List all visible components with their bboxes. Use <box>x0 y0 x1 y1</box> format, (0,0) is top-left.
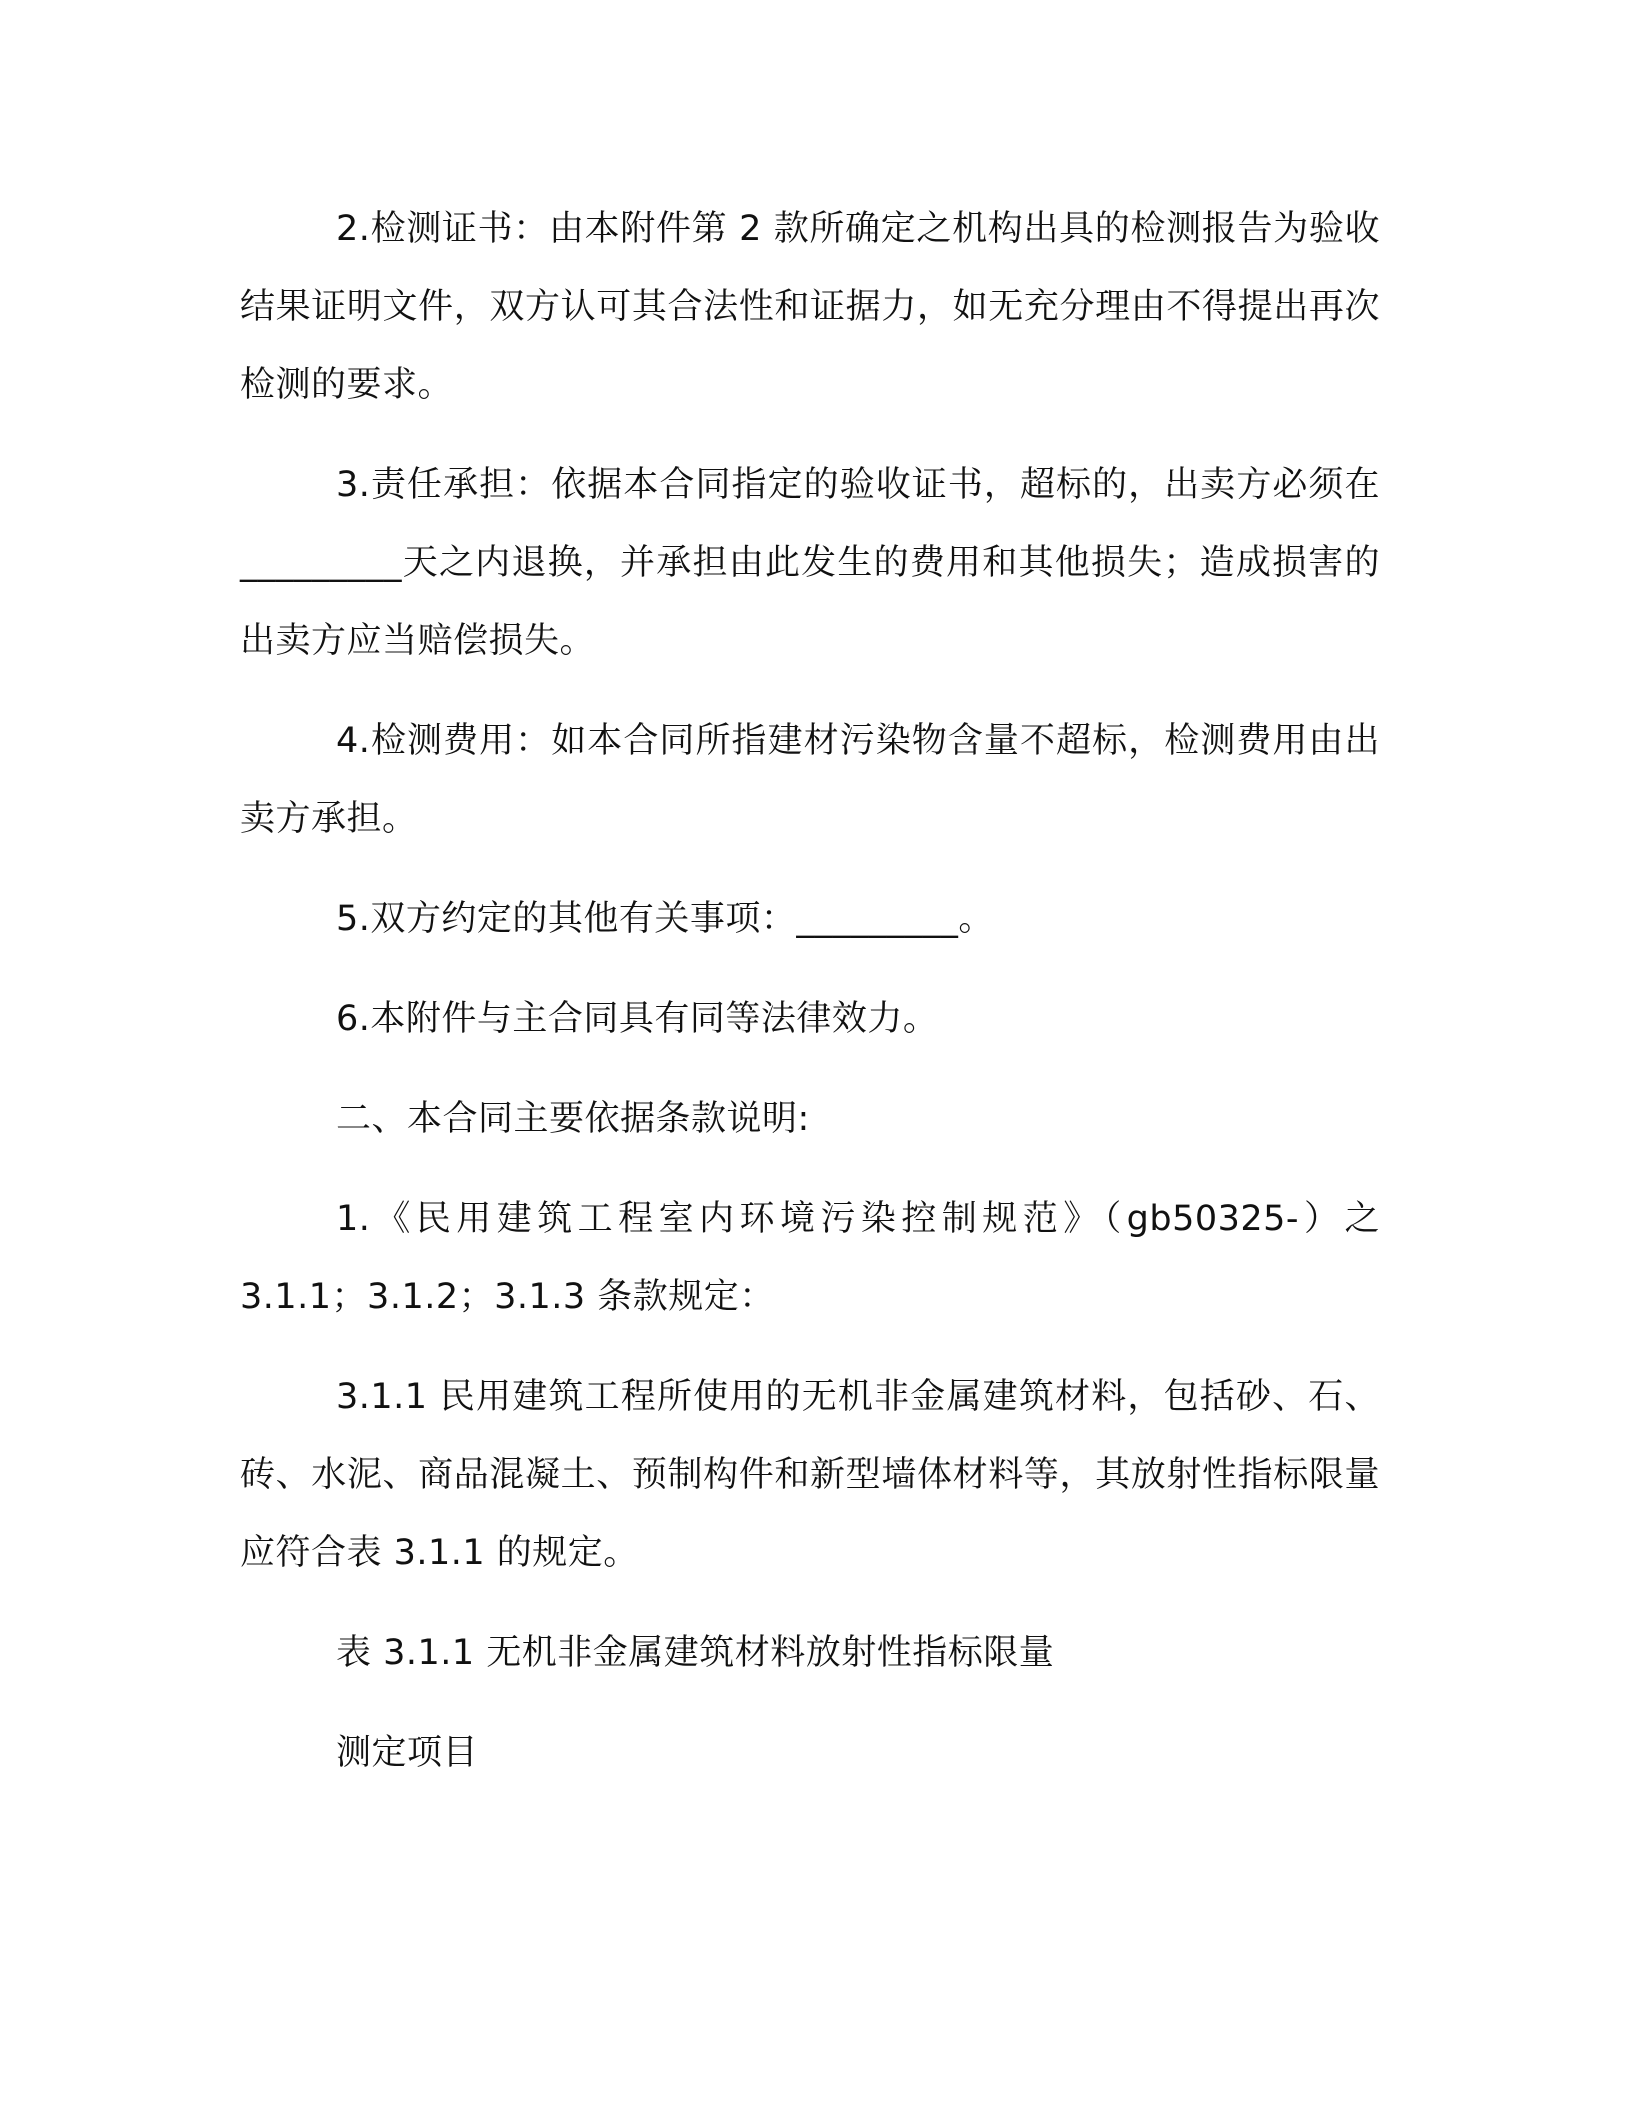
paragraph-clause-3-1-1: 3.1.1 民用建筑工程所使用的无机非金属建筑材料，包括砂、石、砖、水泥、商品混凝土、预制构件和新型墙体材料等，其放射性指标限量应符合表 3.1.1 的规定。 <box>240 1377 1380 1573</box>
paragraph-other-matters: 5.双方约定的其他有关事项：_________。 <box>336 899 994 939</box>
table-caption: 表 3.1.1 无机非金属建筑材料放射性指标限量 <box>336 1633 1055 1673</box>
paragraph-legal-effect: 6.本附件与主合同具有同等法律效力。 <box>336 999 939 1039</box>
section-heading-basis: 二、本合同主要依据条款说明: <box>336 1099 810 1139</box>
paragraph-liability: 3.责任承担：依据本合同指定的验收证书，超标的，出卖方必须在_________天之内退换，并承担由此发生的费用和其他损失；造成损害的出卖方应当赔偿损失。 <box>240 465 1380 661</box>
document-body <box>240 190 1380 1814</box>
paragraph-code-reference: 1.《民用建筑工程室内环境污染控制规范》（gb50325-）之 3.1.1；3.1.2；3.1.3 条款规定： <box>240 1199 1380 1317</box>
paragraph-inspection-fee: 4.检测费用：如本合同所指建材污染物含量不超标，检测费用由出卖方承担。 <box>240 721 1380 839</box>
paragraph-inspection-certificate: 2.检测证书：由本附件第 2 款所确定之机构出具的检测报告为验收结果证明文件，双方认可其合法性和证据力，如无充分理由不得提出再次检测的要求。 <box>240 209 1380 405</box>
table-header-item: 测定项目 <box>336 1733 479 1773</box>
